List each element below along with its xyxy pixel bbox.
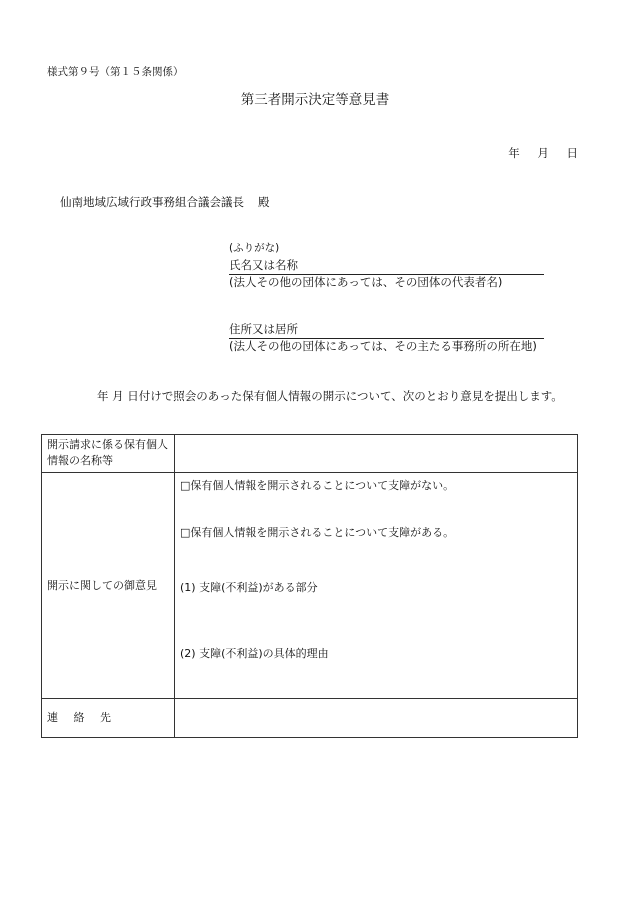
date-day-label: 日 — [566, 146, 578, 160]
name-field[interactable]: 氏名又は名称 — [229, 257, 544, 275]
date-year-label: 年 — [508, 146, 520, 160]
hindrance-part-label: (1) 支障(不利益)がある部分 — [180, 581, 318, 594]
statement-text: 年 月 日付けで照会のあった保有個人情報の開示について、次のとおり意見を提出します。 — [97, 389, 563, 403]
addressee-name: 仙南地域広域行政事務組合議会議長 — [60, 195, 244, 209]
subject-label: 開示請求に係る保有個人情報の名称等 — [42, 435, 175, 473]
checkbox-no-hindrance[interactable]: □保有個人情報を開示されることについて支障がない。 — [180, 479, 455, 492]
addressee-honorific: 殿 — [258, 195, 270, 209]
checkbox-hindrance[interactable]: □保有個人情報を開示されることについて支障がある。 — [180, 526, 455, 539]
date-line — [508, 145, 578, 161]
table-row-contact — [42, 699, 578, 738]
addressee — [60, 194, 270, 210]
contact-field[interactable] — [175, 699, 578, 738]
table-row-subject — [42, 435, 578, 473]
opinion-table — [41, 434, 578, 738]
contact-label — [42, 699, 175, 738]
contact-label-text: 連 絡 先 — [47, 711, 117, 724]
name-note: (法人その他の団体にあっては、その団体の代表者名) — [229, 275, 503, 289]
subject-field[interactable] — [175, 435, 578, 473]
opinion-label: 開示に関しての御意見 — [42, 473, 175, 699]
date-month-label: 月 — [537, 146, 549, 160]
address-note: (法人その他の団体にあっては、その主たる事務所の所在地) — [229, 339, 537, 353]
address-field[interactable]: 住所又は居所 — [229, 321, 544, 339]
furigana-label: (ふりがな) — [229, 242, 280, 254]
table-row-opinion — [42, 473, 578, 699]
hindrance-reason-label: (2) 支障(不利益)の具体的理由 — [180, 647, 329, 660]
page-title: 第三者開示決定等意見書 — [240, 92, 390, 108]
opinion-field[interactable] — [175, 473, 578, 699]
form-number: 様式第９号（第１５条関係） — [47, 66, 184, 78]
